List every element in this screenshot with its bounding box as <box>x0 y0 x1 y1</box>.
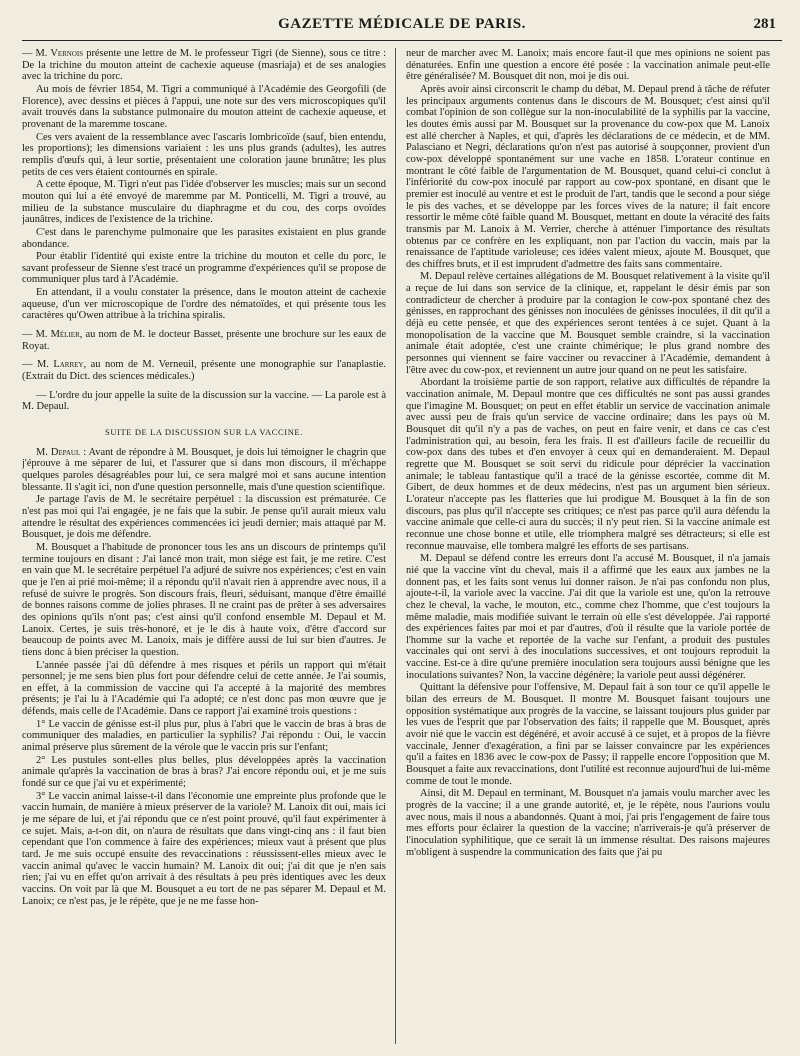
journal-title: GAZETTE MÉDICALE DE PARIS. <box>278 16 526 32</box>
paragraph: Je partage l'avis de M. le secrétaire perpétuel : la discussion est prématurée. Ce n'est pas moi qui l'ai engagée, je ne fais que la subir. Je pense qu'il aurait mieux valu attendre le résultat des expériences commencées ici jeudi dernier; mais attaqué par M. Bousquet, je dois me défendre. <box>22 494 386 541</box>
speaker-name: M. Larrey <box>36 359 84 371</box>
paragraph: 2° Les pustules sont-elles plus belles, plus développées après la vaccination animale qu'après la vaccination de bras à bras? J'ai encore répondu oui, et je me suis fondé sur ce que j'ai vu et expérimenté; <box>22 754 386 790</box>
newspaper-page <box>22 14 782 1048</box>
paragraph-text: présente une lettre de M. le professeur Tigri (de Sienne), sous ce titre : De la trichine du mouton atteint de cachexie aqueuse (masriaja) et de ses analogies avec la trichine du porc. <box>22 48 386 83</box>
page-header <box>22 14 782 41</box>
paragraph: Quittant la défensive pour l'offensive, M. Depaul fait à son tour ce qu'il appelle le bilan des erreurs de M. Bousquet. Il montre M. Bousquet faisant toujours une opposition systématique aux progrès de la vaccine, se laissant toujours plus guider par les vues de l'esprit que par l'observation des faits; il rappelle que M. Bousquet, après avoir nié que le vaccin est dégénéré, et avoir accusé à ce sujet, et à propos de la fièvre vaccinale, Jenner d'exagération, a fini par se laisser convaincre par les expériences qu'il a faites en 1836 avec le cow-pox de Passy; il rappelle encore l'opposition que M. Bousquet a faite aux revaccinations, dont l'utilité est reconnue aujourd'hui de lui-même comme de tout le monde. <box>406 682 770 787</box>
paragraph-melier: — M. Mélier, au nom de M. le docteur Basset, présente une brochure sur les eaux de Royat. <box>22 329 386 352</box>
speaker-name: M. Vernois <box>35 48 84 59</box>
paragraph: M. Depaul se défend contre les erreurs dont l'a accusé M. Bousquet, il n'a jamais nié que la vaccine vînt du cheval, mais il a affirmé que les eaux aux jambes ne la donnent pas, et les faits sont venus lui donner raison. Je n'ai pas confondu non plus, ajoute-t-il, la variole avec la vaccine. J'ai dit que la variole est une, qu'on la retrouve chez le cheval, la vache, le mouton, etc., comme chez l'homme, que c'est toujours la même maladie, mais modifiée suivant le terrain où elle s'est développée. J'ai rapporté des expériences faites par moi et par d'autres, d'où il résulte que la variole portée de l'homme sur la vache et reportée de la vache sur l'enfant, a produit des pustules vaccinales qui ont servi à des inoculations successives, et ont toujours reproduit la vaccine. Est-ce à dire qu'une première inoculation sera toujours aussi bénigne que les inoculations suivantes? Non, la vaccine dégénère; la variole peut aussi dégénérer. <box>406 553 770 681</box>
paragraph: M. Depaul relève certaines allégations de M. Bousquet relativement à la visite qu'il a reçue de lui dans son service de la clinique, et, rappelant le désir émis par son contradicteur de chercher à produire par la contagion le cow-pox spontané chez des génisses, en rapprochant des génisses non inoculées de génisses inoculées, il dit qu'il a déjà eu cette pensée, et que des expériences seront tentées à ce sujet. Quant à la monopolisation de la vaccine que M. Bousquet semble craindre, si la vaccination animale était adoptée, c'est une crainte chimérique; le plus grand nombre des personnes qui viennent se faire vacciner ou revacciner à l'Académie, demandent à l'être avec du cow-pox, et reviennent un autre jour quand on ne peut les satisfaire. <box>406 271 770 376</box>
paragraph-text: , au nom de M. Verneuil, présente une monographie sur l'anaplastie. (Extrait du Dict. des sciences médicales.) <box>22 359 386 383</box>
paragraph-depaul <box>22 447 386 494</box>
paragraph: neur de marcher avec M. Lanoix; mais encore faut-il que mes opinions ne soient pas dénaturées. Enfin une question a encore été posée : la vaccination animale peut-elle être généralisée? M. Bousquet dit non, moi je dis oui. <box>406 48 770 83</box>
paragraph: C'est dans le parenchyme pulmonaire que les parasites existaient en plus grande abondance. <box>22 226 386 250</box>
paragraph: Ainsi, dit M. Depaul en terminant, M. Bousquet n'a jamais voulu marcher avec les progrès de la vaccine; il a une grande autorité, et, je le répète, nous l'aurions voulu avec nous, mais il nous a abandonnés. Quant à moi, j'ai pris l'engagement de faire tous mes efforts pour éclairer la question de la vaccine; n'arriverais-je qu'à préserver de l'inoculation syphilitique, que ce serait là un immense résultat. Des raisons majeures m'obligent à suspendre la communication des faits que j'ai pu <box>406 788 770 858</box>
speaker-name: M. Mélier <box>35 329 80 341</box>
paragraph: Pour établir l'identité qui existe entre la trichine du mouton et celle du porc, le savant professeur de Sienne s'est tracé un programme d'expériences qu'il se propose de communiquer plus tard à l'Académie. <box>22 251 386 286</box>
speaker-name: M. Depaul <box>36 446 81 458</box>
section-title: SUITE DE LA DISCUSSION SUR LA VACCINE. <box>105 427 303 438</box>
paragraph: Après avoir ainsi circonscrit le champ du débat, M. Depaul prend à tâche de réfuter les principaux arguments contenus dans le discours de M. Bousquet; c'est ainsi qu'il combat l'opinion de son collègue sur la non-inoculabilité de la syphilis par la vaccine, les doutes émis aussi par M. Bousquet sur la provenance du cow-pox que M. Lanoix est allé chercher à Naples, et qui, d'après les déclarations de ce médecin, et de MM. Palasciano et Negri, déclarations qu'on n'est pas autorisé à soupçonner, provient d'un cow-pox développé spontanément sur une vache en 1858. L'orateur continue en montrant le côté faible de l'argumentation de M. Bousquet, quand celui-ci conclut à l'infériorité du cow-pox inoculé par rapport au cow-pox spontané, en disant que le premier est inoculé au ventre et est le produit de l'art, tandis que le second a pour siége le pis des vaches, et se développe par les forces vives de la nature; il fait encore ressortir le même côté faible quand M. Bousquet, mettant en doute la véracité des faits transmis par M. Lanoix à M. Verrier, cherche à atténuer l'importance des résultats obtenus par ce confrère en les expliquant, non par l'action du vaccin, mais par la renaissance de l'aptitude varioleuse; ces idées valent mieux, ajoute M. Bousquet, que des chiffres bruts, et il est imprudent d'admettre des faits sans commentaire. <box>406 83 770 270</box>
paragraph: M. Bousquet a l'habitude de prononcer tous les ans un discours de printemps qu'il termine toujours en disant : J'ai lancé mon trait, mon siége est fait, je me retire. C'est en vain que M. le secrétaire perpétuel l'a adjuré de suivre nos expériences; c'est en vain que je l'en ai prié moi-même; il a répondu qu'il n'avait rien à apprendre avec nous, il a refusé de suivre le progrès. Son discours frais, fleuri, séduisant, manque d'être émaillé de bonnes raisons comme de jolies phrases. Il ne craint pas de prêter à ses adversaires des opinions qu'ils n'ont pas; c'est ainsi qu'il confond ensemble M. Depaul et M. Lanoix. Certes, je suis très-honoré, et je le dis à haute voix, d'être d'accord sur beaucoup de points avec M. Lanoix, mais je diffère aussi de lui sur bien d'autres. Je tiens donc à bien préciser la question. <box>22 541 386 658</box>
paragraph-order-of-day: — L'ordre du jour appelle la suite de la discussion sur la vaccine. — La parole est à M. Depaul. <box>22 389 386 413</box>
column-divider <box>395 48 396 1044</box>
paragraph-text: , au nom de M. le docteur Basset, présente une brochure sur les eaux de Royat. <box>22 329 386 352</box>
paragraph: En attendant, il a voulu constater la présence, dans le mouton atteint de cachexie aqueuse, d'un ver microscopique de l'ordre des nématoïdes, et qui présente tous les caractères qu'Owen attribue à la trichina spiralis. <box>22 287 386 322</box>
paragraph: 3° Le vaccin animal laisse-t-il dans l'économie une empreinte plus profonde que le vaccin humain, de manière à mieux préserver de la variole? M. Lanoix dit oui, mais ici je me sépare de lui, et j'ai répondu que ce n'est point prouvé, qu'il faut expérimenter à ce sujet. Mais, a-t-on dit, on n'aura de résultats que dans vingt-cinq ans : il faut bien cependant que l'on commence à faire des expériences; mieux vaut à présent que plus tard. Je me suis occupé ensuite des revaccinations : réussissent-elles mieux avec le vaccin animal qu'avec le vaccin humain? M. Lanoix dit oui; j'ai dit que je n'en sais rien; j'ai vu en effet qu'on arrivait à des résultats à peu près identiques avec les deux vaccins. On voit par là que M. Bousquet a eu tort de ne pas séparer M. Depaul et M. Lanoix; ce n'est pas, je le répète, que je ne me fasse hon- <box>22 790 386 907</box>
text-columns <box>22 48 782 1048</box>
paragraph-larrey: — M. Larrey, au nom de M. Verneuil, présente une monographie sur l'anaplastie. (Extrait du Dict. des sciences médicales.) <box>22 359 386 383</box>
paragraph: Au mois de février 1854, M. Tigri a communiqué à l'Académie des Georgofili (de Florence), avec dessins et pièces à l'appui, une note sur des vers microscopiques qu'il avait trouvés dans la substance pulmonaire du mouton atteint de cachexie aqueuse, et provenant de la maremme toscane. <box>22 83 386 130</box>
paragraph: A cette époque, M. Tigri n'eut pas l'idée d'observer les muscles; mais sur un second mouton qui lui a été envoyé de maremme par M. Ponticelli, M. Tigri a trouvé, au milieu de la substance musculaire du diaphragme et du cou, des corps ovoïdes jaunâtres, indices de l'existence de la trichine. <box>22 179 386 226</box>
paragraph-text: : Avant de répondre à M. Bousquet, je dois lui témoigner le chagrin que j'éprouve à me séparer de lui, et l'assurer que si dans mon discours, il m'échappe quelques paroles désagréables pour lui, ce sera malgré moi et sans aucune intention blessante. Il s'agit ici, non d'une question personnelle, mais d'une question scientifique. <box>22 446 386 493</box>
paragraph-vernois: — M. Vernois présente une lettre de M. le professeur Tigri (de Sienne), sous ce titre : De la trichine du mouton atteint de cachexie aqueuse (masriaja) et de ses analogies avec la trichine du porc. <box>22 48 386 83</box>
paragraph: Abordant la troisième partie de son rapport, relative aux difficultés de répandre la vaccination animale, M. Depaul montre que ces difficultés ne sont pas aussi grandes que l'imagine M. Bousquet; on peut en effet établir un service de vaccination animale avec aussi peu de frais qu'un service de vaccine ordinaire; dans les pays où M. Bousquet dit qu'il n'y a pas de vaches, on peut en faire venir, et dans ce cas c'est l'administration qui, au besoin, fera les frais. Il est d'ailleurs facile de recueillir du cow-pox dans des tubes et d'en envoyer à ceux qui en demanderaient. M. Depaul regrette que M. Bousquet se soit servi du ridicule pour déprécier la vaccination animale; le tableau fantastique qu'il a tracé de la génisse escortée, comme dit M. Gibert, de deux hommes et de deux médecins, n'est pas un argument bien sérieux. L'orateur n'accepte pas les flatteries que lui prodigue M. Bousquet à la fin de son discours, pas plus qu'il n'accepte ses critiques; ce n'est pas parce qu'il aura défendu la vaccine animale que celle-ci aura du succès; il n'y peut rien. Si la vaccine animale est reconnue une chose bonne et utile, elle triomphera malgré ses détracteurs; si elle est reconnue mauvaise, elle tombera malgré les efforts de ses partisans. <box>406 377 770 552</box>
paragraph: L'année passée j'ai dû défendre à mes risques et périls un rapport qui m'était personnel; je me sens bien plus fort pour défendre celui de cette année. Je l'ai soumis, en effet, à la commission de vaccine qui l'a accepté à la majorité des membres présents; je l'ai lu à l'Académie qui l'a adopté; ce n'est donc pas mon œuvre que je défends, mais celle de l'Académie. Dans ce rapport j'ai examiné trois questions : <box>22 659 386 718</box>
paragraph: Ces vers avaient de la ressemblance avec l'ascaris lombricoïde (sauf, bien entendu, les proportions); les dimensions variaient : les uns plus grands (adultes), les autres remplis d'œufs qui, à leur sortie, présentaient une coloration jaune brunâtre; les plus petits de ces vers étaient contournés en spirale. <box>22 131 386 178</box>
right-column <box>406 48 770 1048</box>
page-number: 281 <box>753 16 776 32</box>
paragraph: 1° Le vaccin de génisse est-il plus pur, plus à l'abri que le vaccin de bras à bras de communiquer des maladies, en particulier la syphilis? J'ai répondu : Oui, le vaccin animal préserve plus sûrement de la vérole que le vaccin pris sur l'enfant; <box>22 718 386 754</box>
left-column <box>22 48 386 1048</box>
